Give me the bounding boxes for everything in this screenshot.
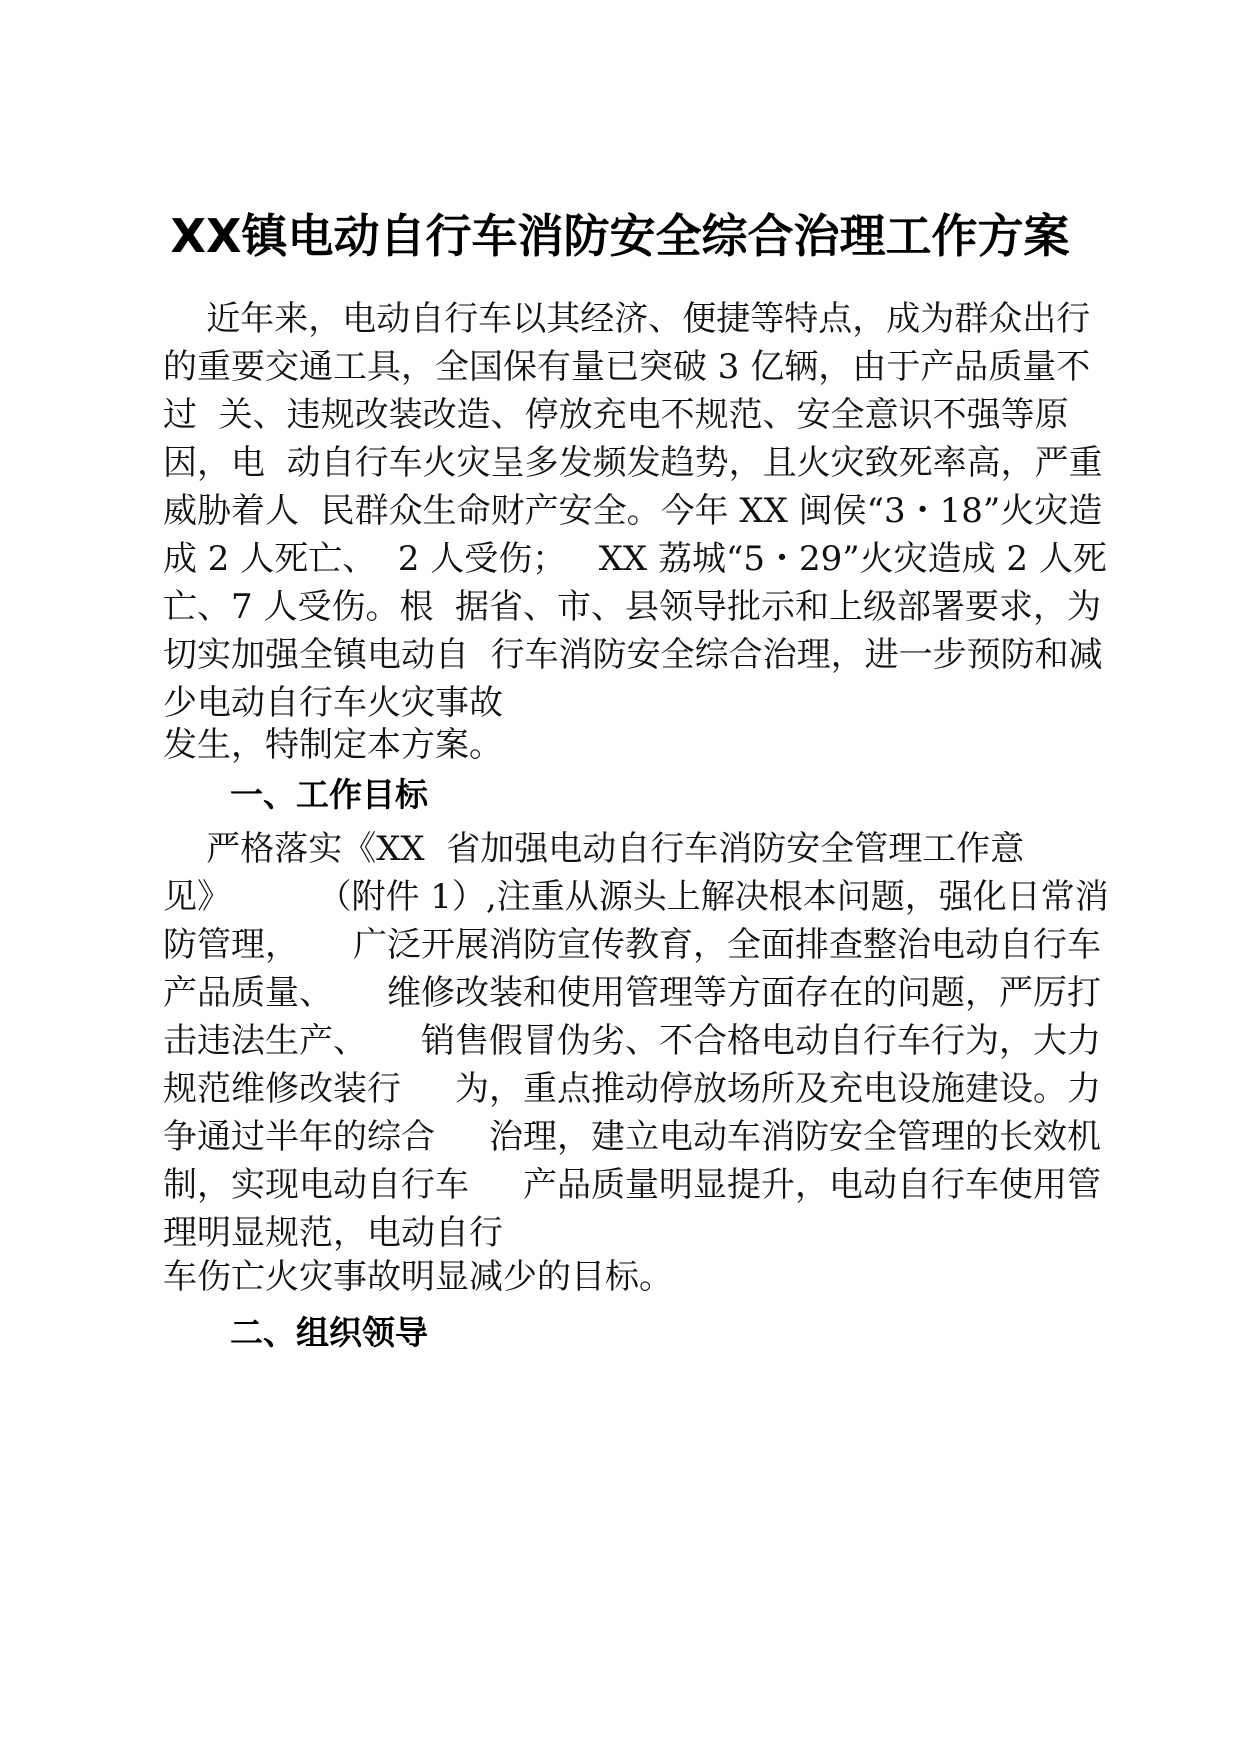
intro-line-4: 因，电 动自行车火灾呈多发频发趋势，且火灾致死率高，严重 <box>163 443 1103 483</box>
goals-line-9: 理明显规范，电动自行 <box>163 1213 503 1253</box>
intro-line-2: 的重要交通工具，全国保有量已突破 3 亿辆，由于产品质量不 <box>163 347 1091 387</box>
intro-line-5: 威胁着人 民群众生命财产安全。今年 XX 闽侯“3・18”火灾造 <box>163 491 1103 531</box>
goals-line-4: 产品质量、 维修改装和使用管理等方面存在的问题，严厉打 <box>163 973 1102 1013</box>
goals-line-10: 车伤亡火灾事故明显减少的目标。 <box>163 1257 673 1297</box>
goals-line-2: 见》 （附件 1）,注重从源头上解决根本问题，强化日常消 <box>163 877 1109 917</box>
intro-line-7: 亡、7 人受伤。根 据省、市、县领导批示和上级部署要求，为 <box>163 587 1102 627</box>
intro-line-6: 成 2 人死亡、 2 人受伤； XX 荔城“5・29”火灾造成 2 人死 <box>163 539 1107 579</box>
goals-line-1: 严格落实《XX 省加强电动自行车消防安全管理工作意 <box>163 829 1025 869</box>
intro-line-1: 近年来，电动自行车以其经济、便捷等特点，成为群众出行 <box>163 299 1091 339</box>
section-heading-goals: 一、工作目标 <box>230 775 428 814</box>
intro-line-9: 少电动自行车火灾事故 <box>163 683 503 723</box>
section-heading-organization: 二、组织领导 <box>230 1313 428 1352</box>
intro-line-3: 过 关、违规改装改造、停放充电不规范、安全意识不强等原 <box>163 395 1069 435</box>
goals-line-5: 击违法生产、 销售假冒伪劣、不合格电动自行车行为，大力 <box>163 1021 1102 1061</box>
goals-line-6: 规范维修改装行 为，重点推动停放场所及充电设施建设。力 <box>163 1069 1102 1109</box>
goals-line-8: 制，实现电动自行车 产品质量明显提升，电动自行车使用管 <box>163 1165 1102 1205</box>
intro-line-8: 切实加强全镇电动自 行车消防安全综合治理，进一步预防和减 <box>163 635 1103 675</box>
document-title: XX镇电动自行车消防安全综合治理工作方案 <box>170 209 1070 263</box>
goals-line-3: 防管理， 广泛开展消防宣传教育，全面排查整治电动自行车 <box>163 925 1102 965</box>
goals-line-7: 争通过半年的综合 治理，建立电动车消防安全管理的长效机 <box>163 1117 1102 1157</box>
intro-line-10: 发生，特制定本方案。 <box>163 725 503 765</box>
